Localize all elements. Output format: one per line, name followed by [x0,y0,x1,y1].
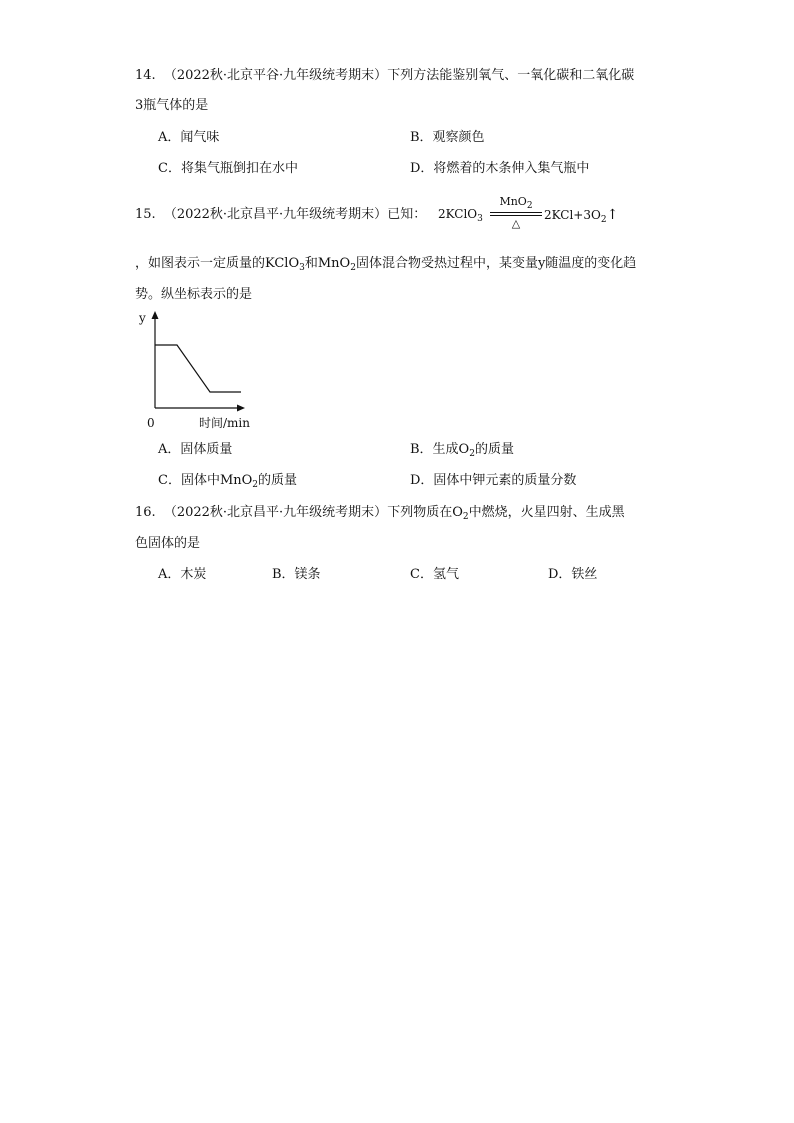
q15-number: 15. [135,207,156,222]
q14-option-d: D．将燃着的木条伸入集气瓶中 [410,161,590,176]
equation-catalyst: MnO$_2$ [499,195,533,211]
q16-stem-line2: 色固体的是 [135,536,201,551]
gas-arrow-icon: ↑ [606,207,619,223]
q14-option-a: A．闻气味 [158,130,220,145]
x-axis-arrow-icon [237,405,245,412]
q15-option-b: B．生成$O_2$的质量 [410,442,514,459]
trend-line [155,345,241,392]
origin-label: 0 [147,416,155,430]
q14-source: （2022秋·北京平谷·九年级统考期末） [163,68,388,83]
q16-stem-line1: 16. （2022秋·北京昌平·九年级统考期末）下列物质在$O_2$中燃烧，火星四射、生成黑 [135,505,625,522]
q16-option-a: A．木炭 [158,567,207,582]
q15-option-d: D．固体中钾元素的质量分数 [410,473,577,488]
q14-stem-line1 [135,68,634,84]
x-axis-label: 时间/min [199,416,250,430]
q15-option-a: A．固体质量 [158,442,233,457]
equation-bar-top [490,212,542,213]
q14-number: 14. [135,68,156,83]
equation-reactant: 2KClO$_3$ [438,207,483,224]
q14-option-b: B．观察颜色 [410,130,485,145]
q14-stem: 下列方法能鉴别氧气、一氧化碳和二氧化碳 [387,68,635,83]
equation-products: $2KCl+3O_2↑$ [544,207,619,225]
q15-stem-line1 [135,207,426,223]
q15-stem-prefix: 已知： [387,207,427,222]
q16-number: 16. [135,505,156,520]
q16-option-c: C．氢气 [410,567,459,582]
q14-option-c: C．将集气瓶倒扣在水中 [158,161,298,176]
q15-source: （2022秋·北京昌平·九年级统考期末） [163,207,388,222]
q15-stem-line2: ，如图表示一定质量的KClO$_3$和MnO$_2$固体混合物受热过程中，某变量y随温度的变化趋 [135,256,637,273]
q15-option-c: C．固体中MnO$_2$的质量 [158,473,298,490]
q16-option-b: B．镁条 [272,567,321,582]
q15-stem-line3: 势。纵坐标表示的是 [135,287,253,302]
equation-bar-bottom [490,215,542,216]
y-axis-label: y [139,311,146,325]
trend-graph [130,308,270,433]
q16-option-d: D．铁丝 [548,567,598,582]
q14-stem-line2: 3瓶气体的是 [135,98,209,113]
chemical-equation [438,195,619,239]
equation-heat-condition: △ [511,217,521,230]
y-axis-arrow-icon [152,311,159,319]
q16-source: （2022秋·北京昌平·九年级统考期末） [163,505,388,520]
